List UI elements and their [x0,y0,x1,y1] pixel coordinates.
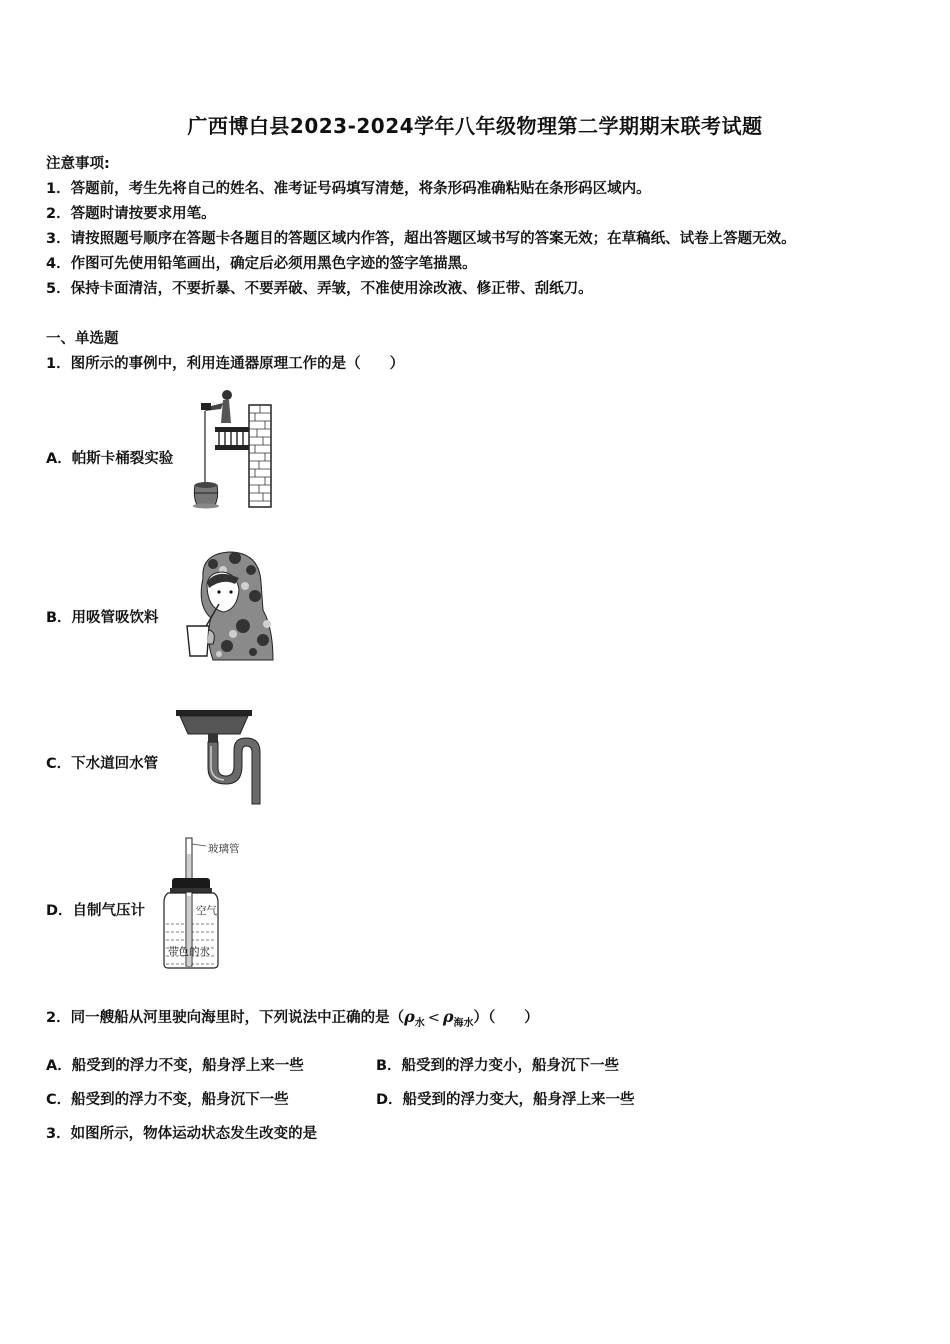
q1-option-b: B．用吸管吸饮料 [46,610,159,626]
barometer-air-label: 空气 [196,905,217,917]
pascal-barrel-figure [185,385,277,509]
question-2-stem-suffix: ）（ ） [473,1010,539,1026]
drain-trap-figure [174,706,270,806]
drinking-straw-figure [183,548,277,662]
barometer-water-label: 带色的水 [168,946,210,958]
note-item-5: 5．保持卡面清洁，不要折暴、不要弄破、弄皱，不准使用涂改液、修正带、刮纸刀。 [46,281,593,297]
q1-option-c: C．下水道回水管 [46,756,159,772]
question-3-stem: 3．如图所示，物体运动状态发生改变的是 [46,1126,318,1142]
page-title: 广西博白县2023-2024学年八年级物理第二学期期末联考试题 [187,114,763,138]
q2-option-c: C．船受到的浮力不变，船身沉下一些 [46,1092,289,1108]
homemade-barometer-figure [160,832,264,974]
notes-heading: 注意事项: [46,156,110,172]
q1-option-a: A．帕斯卡桶裂实验 [46,451,174,467]
note-item-2: 2．答题时请按要求用笔。 [46,206,216,222]
rho-seawater-symbol: $\rho_{海水}$ [442,1007,474,1029]
note-item-1: 1．答题前，考生先将自己的姓名、准考证号码填写清楚，将条形码准确粘贴在条形码区域内。 [46,181,651,197]
section-heading: 一、单选题 [46,331,119,347]
question-2-stem [46,1006,539,1029]
q1-option-d: D．自制气压计 [46,903,146,919]
barometer-tube-label: 玻璃管 [208,843,240,855]
q2-option-d: D．船受到的浮力变大，船身浮上来一些 [376,1092,635,1108]
less-than-sign: < [427,1010,440,1026]
q2-option-b: B．船受到的浮力变小，船身沉下一些 [376,1058,620,1074]
note-item-3: 3．请按照题号顺序在答题卡各题目的答题区域内作答，超出答题区域书写的答案无效；在草稿纸、试卷上答题无效。 [46,231,796,247]
question-2-stem-prefix: 2．同一艘船从河里驶向海里时，下列说法中正确的是（ [46,1010,405,1026]
note-item-4: 4．作图可先使用铅笔画出，确定后必须用黑色字迹的签字笔描黑。 [46,256,477,272]
rho-water-symbol: $\rho_水$ [404,1007,425,1029]
question-1-stem: 1．图所示的事例中，利用连通器原理工作的是（ ） [46,356,405,372]
q2-option-a: A．船受到的浮力不变，船身浮上来一些 [46,1058,304,1074]
